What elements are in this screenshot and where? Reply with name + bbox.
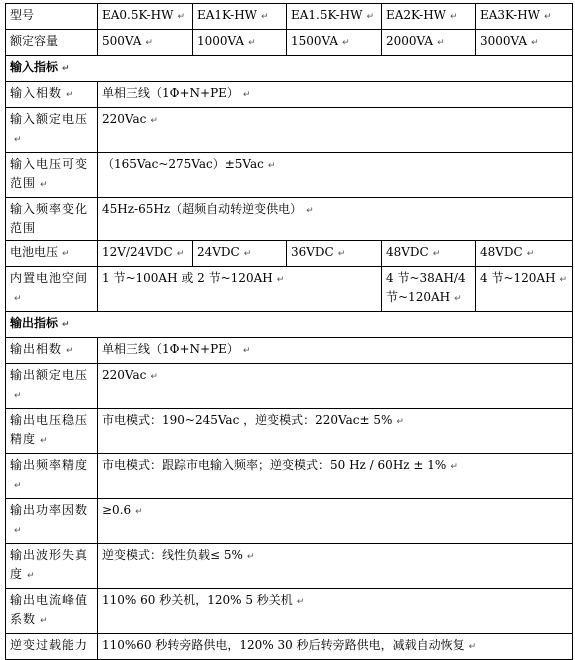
input-section-title: 输入指标 ↵ [6, 56, 573, 82]
output-phase-value: 单相三线（1Φ+N+PE） ↵ [98, 338, 573, 364]
model-cell: EA1.5K-HW ↵ [287, 4, 382, 30]
capacity-cell: 2000VA ↵ [382, 30, 476, 56]
capacity-label: 额定容量 [6, 30, 98, 56]
output-freq-label: 输出频率精度↵ [6, 454, 98, 499]
input-freq-range-row [6, 198, 573, 241]
input-rated-voltage-label: 输入额定电压↵ [6, 108, 98, 153]
input-freq-range-label: 输入频率变化范围 [6, 198, 98, 241]
output-overload-row [6, 634, 573, 660]
output-regulation-value: 市电模式：190~245Vac ，逆变模式：220Vac± 5% ↵ [98, 409, 573, 454]
capacity-cell: 500VA ↵ [98, 30, 193, 56]
input-phase-label: 输入相数 ↵ [6, 82, 98, 108]
output-regulation-label: 输出电压稳压精度 ↵ [6, 409, 98, 454]
input-voltage-range-label: 输入电压可变范围 ↵ [6, 153, 98, 198]
battery-space-48b: 4 节~120AH ↵ [476, 267, 573, 312]
output-section-row [6, 312, 573, 338]
battery-space-row [6, 267, 573, 312]
battery-voltage-cell: 36VDC ↵ [287, 241, 382, 267]
output-crest-row [6, 589, 573, 634]
capacity-row [6, 30, 573, 56]
battery-voltage-row [6, 241, 573, 267]
battery-space-48a: 4 节~38AH/4 节~120AH ↵ [382, 267, 476, 312]
output-overload-label: 逆变过载能力 [6, 634, 98, 660]
model-label: 型号 [6, 4, 98, 30]
capacity-cell: 3000VA ↵ [476, 30, 573, 56]
battery-space-small: 1 节~100AH 或 2 节~120AH ↵ [98, 267, 382, 312]
output-phase-row [6, 338, 573, 364]
input-voltage-range-row [6, 153, 573, 198]
battery-space-label: 内置电池空间↵ [6, 267, 98, 312]
input-freq-range-value: 45Hz-65Hz（超频自动转逆变供电） ↵ [98, 198, 573, 241]
output-pf-label: 输出功率因数↵ [6, 499, 98, 544]
battery-voltage-cell: 48VDC ↵ [476, 241, 573, 267]
output-freq-value: 市电模式：跟踪市电输入频率；逆变模式：50 Hz / 60Hz ± 1% ↵ [98, 454, 573, 499]
model-row [6, 4, 573, 30]
battery-voltage-cell: 48VDC ↵ [382, 241, 476, 267]
input-rated-voltage-row [6, 108, 573, 153]
model-cell: EA2K-HW ↵ [382, 4, 476, 30]
input-phase-row [6, 82, 573, 108]
output-freq-row [6, 454, 573, 499]
capacity-cell: 1500VA ↵ [287, 30, 382, 56]
output-thd-value: 逆变模式：线性负载≤ 5% ↵ [98, 544, 573, 589]
output-rated-voltage-row [6, 364, 573, 409]
input-section-row [6, 56, 573, 82]
output-thd-row [6, 544, 573, 589]
battery-voltage-cell: 12V/24VDC ↵ [98, 241, 193, 267]
input-phase-value: 单相三线（1Φ+N+PE） ↵ [98, 82, 573, 108]
battery-voltage-cell: 24VDC ↵ [193, 241, 287, 267]
output-phase-label: 输出相数 ↵ [6, 338, 98, 364]
output-overload-value: 110%60 秒转旁路供电，120% 30 秒后转旁路供电，减载自动恢复 ↵ [98, 634, 573, 660]
model-cell: EA1K-HW ↵ [193, 4, 287, 30]
input-rated-voltage-value: 220Vac ↵ [98, 108, 573, 153]
model-cell: EA0.5K-HW ↵ [98, 4, 193, 30]
output-thd-label: 输出波形失真度 ↵ [6, 544, 98, 589]
output-crest-value: 110% 60 秒关机，120% 5 秒关机 ↵ [98, 589, 573, 634]
output-section-title: 输出指标 ↵ [6, 312, 573, 338]
output-rated-voltage-value: 220Vac ↵ [98, 364, 573, 409]
output-rated-voltage-label: 输出额定电压↵ [6, 364, 98, 409]
output-regulation-row [6, 409, 573, 454]
spec-table [5, 3, 573, 660]
input-voltage-range-value: （165Vac~275Vac）±5Vac ↵ [98, 153, 573, 198]
battery-voltage-label: 电池电压 ↵ [6, 241, 98, 267]
output-pf-row [6, 499, 573, 544]
model-cell: EA3K-HW ↵ [476, 4, 573, 30]
output-pf-value: ≥0.6 ↵ [98, 499, 573, 544]
capacity-cell: 1000VA ↵ [193, 30, 287, 56]
output-crest-label: 输出电流峰值系数 ↵ [6, 589, 98, 634]
